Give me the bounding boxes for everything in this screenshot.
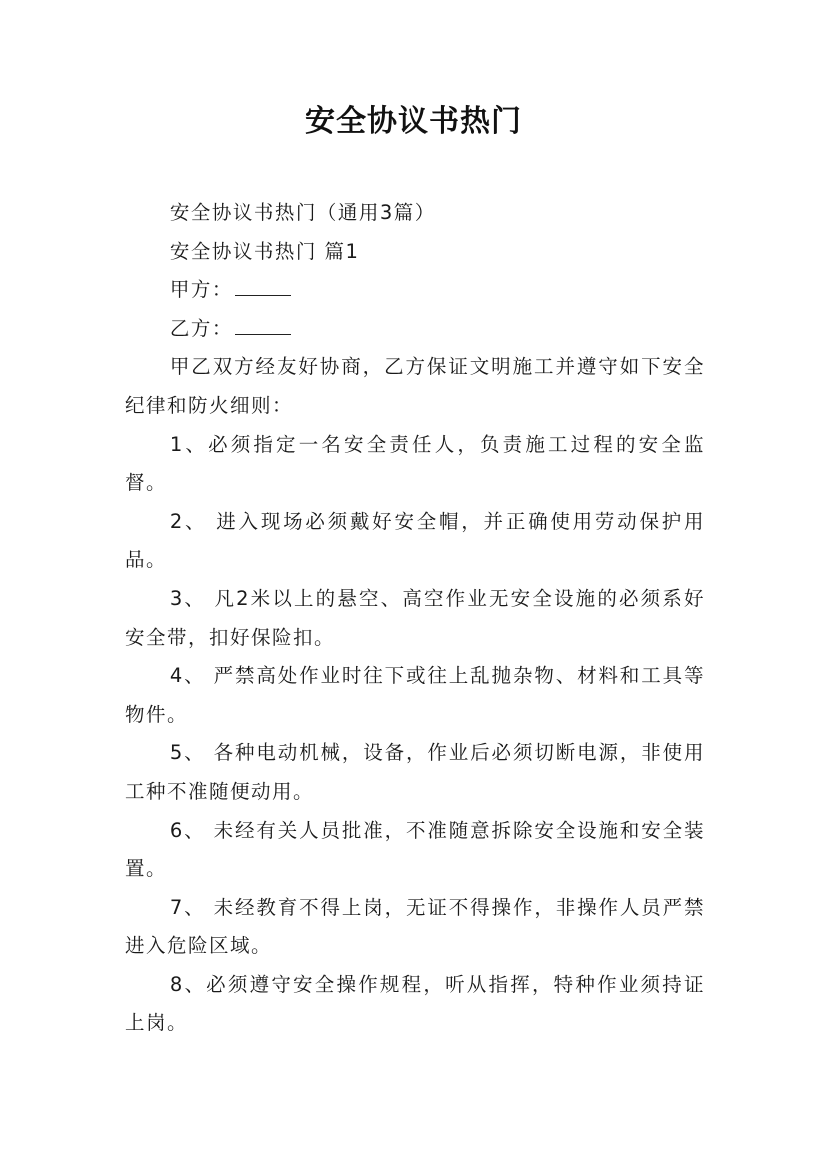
rule-item: 2、 进入现场必须戴好安全帽，并正确使用劳动保护用品。 (125, 509, 705, 572)
section-heading: 安全协议书热门 篇1 (169, 239, 360, 263)
document-body (125, 194, 705, 1043)
rule-item: 6、 未经有关人员批准，不准随意拆除安全设施和安全装置。 (125, 818, 705, 881)
rule-item: 1、必须指定一名安全责任人，负责施工过程的安全监督。 (125, 432, 705, 495)
rule-item: 3、 凡2米以上的悬空、高空作业无安全设施的必须系好安全带，扣好保险扣。 (125, 586, 705, 649)
document-subtitle: 安全协议书热门（通用3篇） (169, 201, 436, 224)
party-a-label: 甲方： (169, 278, 233, 302)
rule-item: 4、 严禁高处作业时往下或往上乱抛杂物、材料和工具等物件。 (125, 664, 705, 726)
intro-paragraph: 甲乙双方经友好协商，乙方保证文明施工并遵守如下安全纪律和防火细则： (125, 355, 705, 417)
party-a-blank (235, 277, 291, 296)
party-a-line (125, 271, 705, 310)
party-b-label: 乙方： (169, 316, 233, 340)
rule-item: 8、必须遵守安全操作规程，听从指挥，特种作业须持证上岗。 (125, 972, 705, 1035)
party-b-line (125, 310, 705, 349)
document-title: 安全协议书热门 (305, 104, 522, 139)
rule-item: 5、 各种电动机械，设备，作业后必须切断电源，非使用工种不准随便动用。 (125, 741, 705, 803)
party-b-blank (235, 316, 291, 335)
rule-item: 7、 未经教育不得上岗，无证不得操作，非操作人员严禁进入危险区域。 (125, 895, 705, 958)
